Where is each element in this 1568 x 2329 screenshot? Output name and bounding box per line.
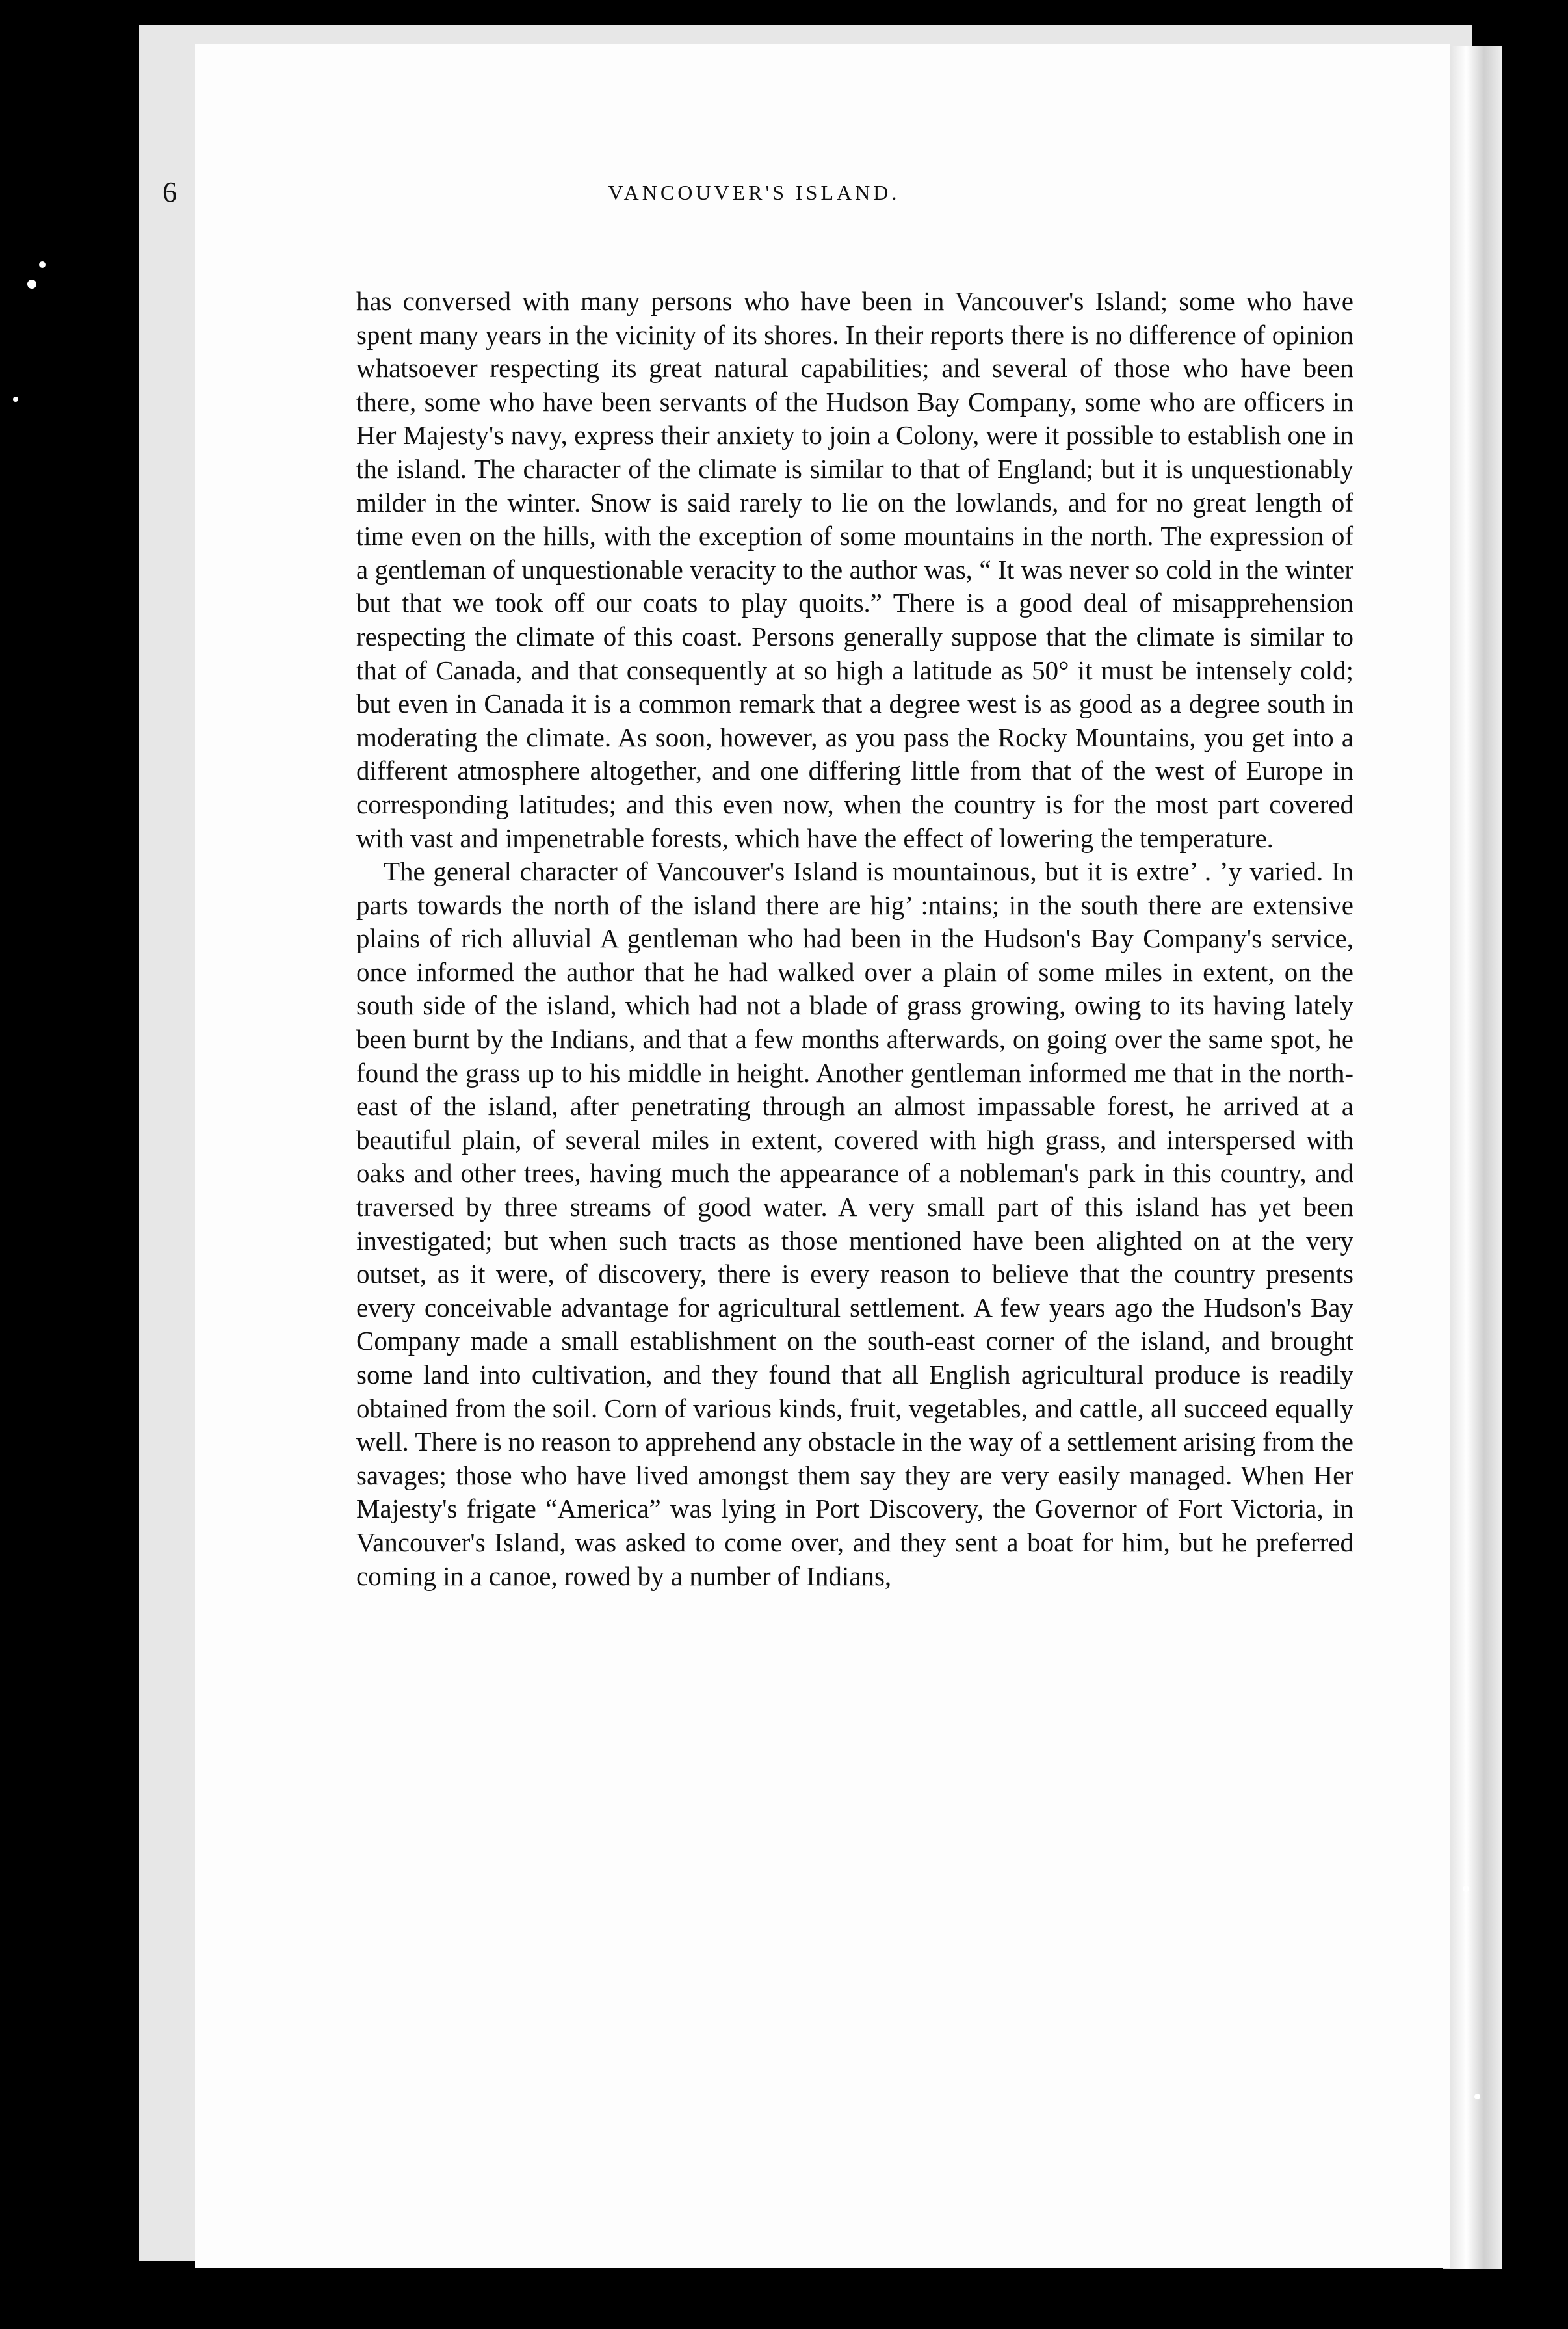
scan-speck — [13, 397, 18, 402]
page-edge — [1443, 46, 1502, 2269]
body-text — [356, 285, 1353, 1593]
paragraph: has conversed with many persons who have been in Vancouver's Island; some who have spent many years in the vicinity of its shores. In their reports there is no difference of opinion whatsoever respecting its great natural capabilities; and several of those who have been there, some who have been servants of the Hudson Bay Company, some who are officers in Her Majesty's navy, express their anxiety to join a Colony, were it possible to establish one in the island. The character of the climate is similar to that of England; but it is unquestionably milder in the winter. Snow is said rarely to lie on the lowlands, and for no great length of time even on the hills, with the exception of some mountains in the north. The expression of a gentleman of unquestionable veracity to the author was, “ It was never so cold in the winter but that we took off our coats to play quoits.” There is a good deal of misapprehension respecting the climate of this coast. Persons generally suppose that the climate is similar to that of Canada, and that consequently at so high a latitude as 50° it must be intensely cold; but even in Canada it is a common remark that a degree west is as good as a degree south in moderating the climate. As soon, however, as you pass the Rocky Mountains, you get into a different atmosphere altogether, and one differing little from that of the west of Europe in corresponding latitudes; and this even now, when the country is for the most part covered with vast and impenetrable forests, which have the effect of lowering the temperature. — [356, 286, 1353, 853]
scan-speck — [39, 261, 46, 268]
scan-speck — [27, 280, 36, 289]
page-number: 6 — [163, 176, 177, 208]
paragraph: The general character of Vancouver's Island is mountainous, but it is extre’ . ’y varied. In parts towards the north of the island there are hig’ :ntains; in the south there are extensive plains of rich alluvial A gentleman who had been in the Hudson's Bay Company's service, once informed the author that he had walked over a plain of some miles in extent, on the south side of the island, which had not a blade of grass growing, owing to its having lately been burnt by the Indians, and that a few months afterwards, on going over the same spot, he found the grass up to his middle in height. Another gentleman informed me that in the north-east of the island, after penetrating through an almost impassable forest, he arrived at a beautiful plain, of several miles in extent, covered with high grass, and interspersed with oaks and other trees, having much the appearance of a nobleman's park in this country, and traversed by three streams of good water. A very small part of this island has yet been investigated; but when such tracts as those mentioned have been alighted on at the very outset, as it were, of discovery, there is every reason to believe that the country presents every conceivable advantage for agricultural settlement. A few years ago the Hudson's Bay Company made a small establishment on the south-east corner of the island, and brought some land into cultivation, and they found that all English agricultural produce is readily obtained from the soil. Corn of various kinds, fruit, vegetables, and cattle, all succeed equally well. There is no reason to apprehend any obstacle in the way of a settlement arising from the savages; those who have lived amongst them say they are very easily managed. When Her Majesty's frigate “America” was lying in Port Discovery, the Governor of Fort Victoria, in Vancouver's Island, was asked to come over, and they sent a boat for him, but he preferred coming in a canoe, rowed by a number of Indians, — [356, 856, 1353, 1591]
running-head: VANCOUVER'S ISLAND. — [608, 181, 900, 204]
page-header — [163, 176, 1346, 228]
scan-speck — [1463, 1886, 1469, 1892]
scan-speck — [1474, 2094, 1480, 2099]
